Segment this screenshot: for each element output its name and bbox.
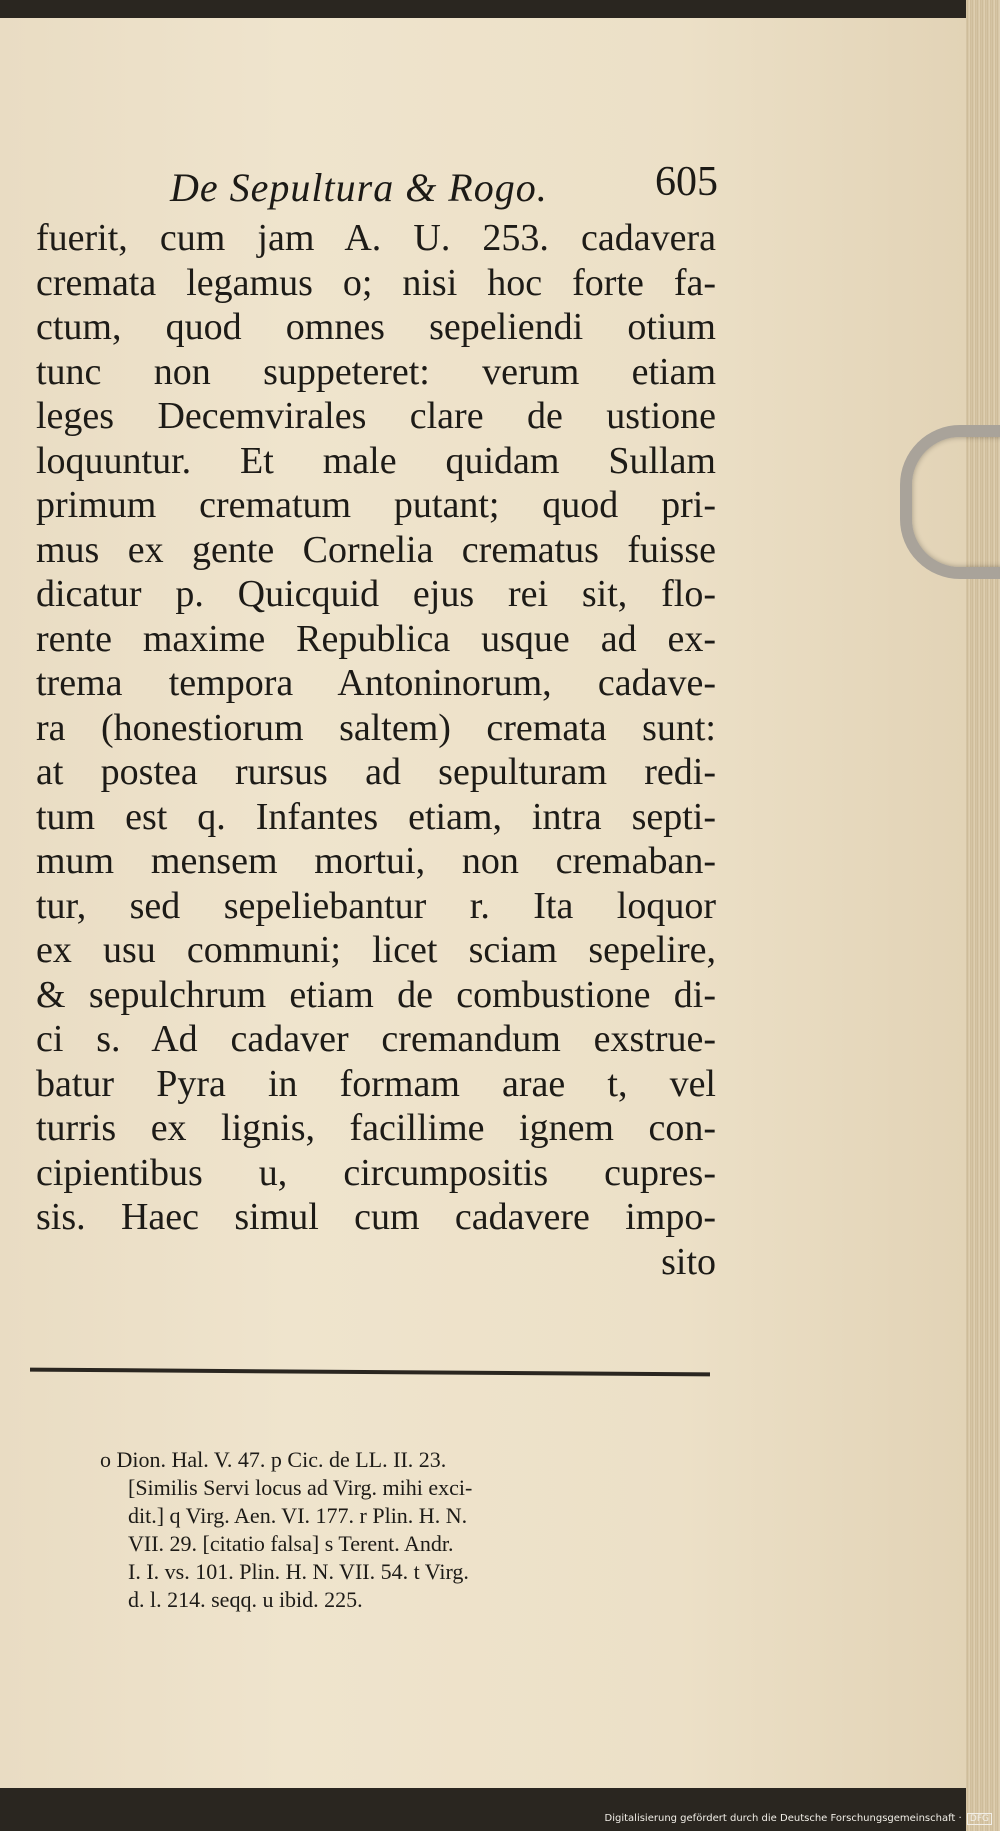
text-line: rente maxime Republica usque ad ex- — [36, 617, 716, 660]
dfg-logo: DFG — [967, 1813, 992, 1825]
text-line: leges Decemvirales clare de ustione — [36, 395, 716, 437]
footnote-line: o Dion. Hal. V. 47. p Cic. de LL. II. 23. — [100, 1447, 447, 1472]
book-page — [0, 18, 971, 1788]
body-text — [36, 216, 716, 1284]
text-line: tur, sed sepeliebantur r. Ita loquor — [36, 884, 716, 927]
footnote-line: VII. 29. [citatio falsa] s Terent. Andr. — [128, 1531, 454, 1556]
text-line: tunc non suppeteret: verum etiam — [36, 350, 716, 393]
text-line: cremata legamus o; nisi hoc forte fa- — [36, 261, 716, 304]
text-line: ex usu communi; licet sciam sepelire, — [36, 929, 716, 971]
footnotes — [100, 1446, 716, 1614]
text-line: ci s. Ad cadaver cremandum exstrue- — [36, 1018, 716, 1060]
footnote-line: I. I. vs. 101. Plin. H. N. VII. 54. t Virg. — [128, 1559, 469, 1584]
text-line: ctum, quod omnes sepeliendi otium — [36, 306, 716, 348]
digitization-credit — [605, 1813, 992, 1825]
text-line: at postea rursus ad sepulturam redi- — [36, 751, 716, 793]
text-line: dicatur p. Quicquid ejus rei sit, flo- — [36, 573, 716, 615]
text-line: sis. Haec simul cum cadavere impo- — [36, 1196, 716, 1238]
text-line: mus ex gente Cornelia crematus fuisse — [36, 528, 716, 571]
text-line: cipientibus u, circumpositis cupres- — [36, 1151, 716, 1194]
text-line: tum est q. Infantes etiam, intra septi- — [36, 795, 716, 838]
credit-text: Digitalisierung gefördert durch die Deutsche Forschungsgemeinschaft · — [604, 1813, 962, 1824]
footnote-line: d. l. 214. seqq. u ibid. 225. — [128, 1587, 363, 1612]
text-line: primum crematum putant; quod pri- — [36, 484, 716, 526]
text-line: & sepulchrum etiam de combustione di- — [36, 973, 716, 1016]
text-line: batur Pyra in formam arae t, vel — [36, 1062, 716, 1105]
book-clip — [900, 425, 1000, 579]
footnote-line: [Similis Servi locus ad Virg. mihi exci- — [128, 1475, 473, 1500]
page-header — [170, 158, 718, 218]
text-line: mum mensem mortui, non cremaban- — [36, 840, 716, 882]
footnote-line: dit.] q Virg. Aen. VI. 177. r Plin. H. N. — [128, 1503, 468, 1528]
text-line: trema tempora Antoninorum, cadave- — [36, 662, 716, 704]
text-line: loquuntur. Et male quidam Sullam — [36, 439, 716, 482]
catchword: sito — [661, 1240, 716, 1283]
page-number: 605 — [655, 159, 718, 205]
text-line: turris ex lignis, facillime ignem con- — [36, 1107, 716, 1149]
running-title: De Sepultura & Rogo. — [170, 165, 548, 210]
text-line: fuerit, cum jam A. U. 253. cadavera — [36, 217, 716, 259]
footnote-rule — [30, 1368, 710, 1377]
text-line: ra (honestiorum saltem) cremata sunt: — [36, 706, 716, 749]
page-edges — [966, 0, 1000, 1831]
